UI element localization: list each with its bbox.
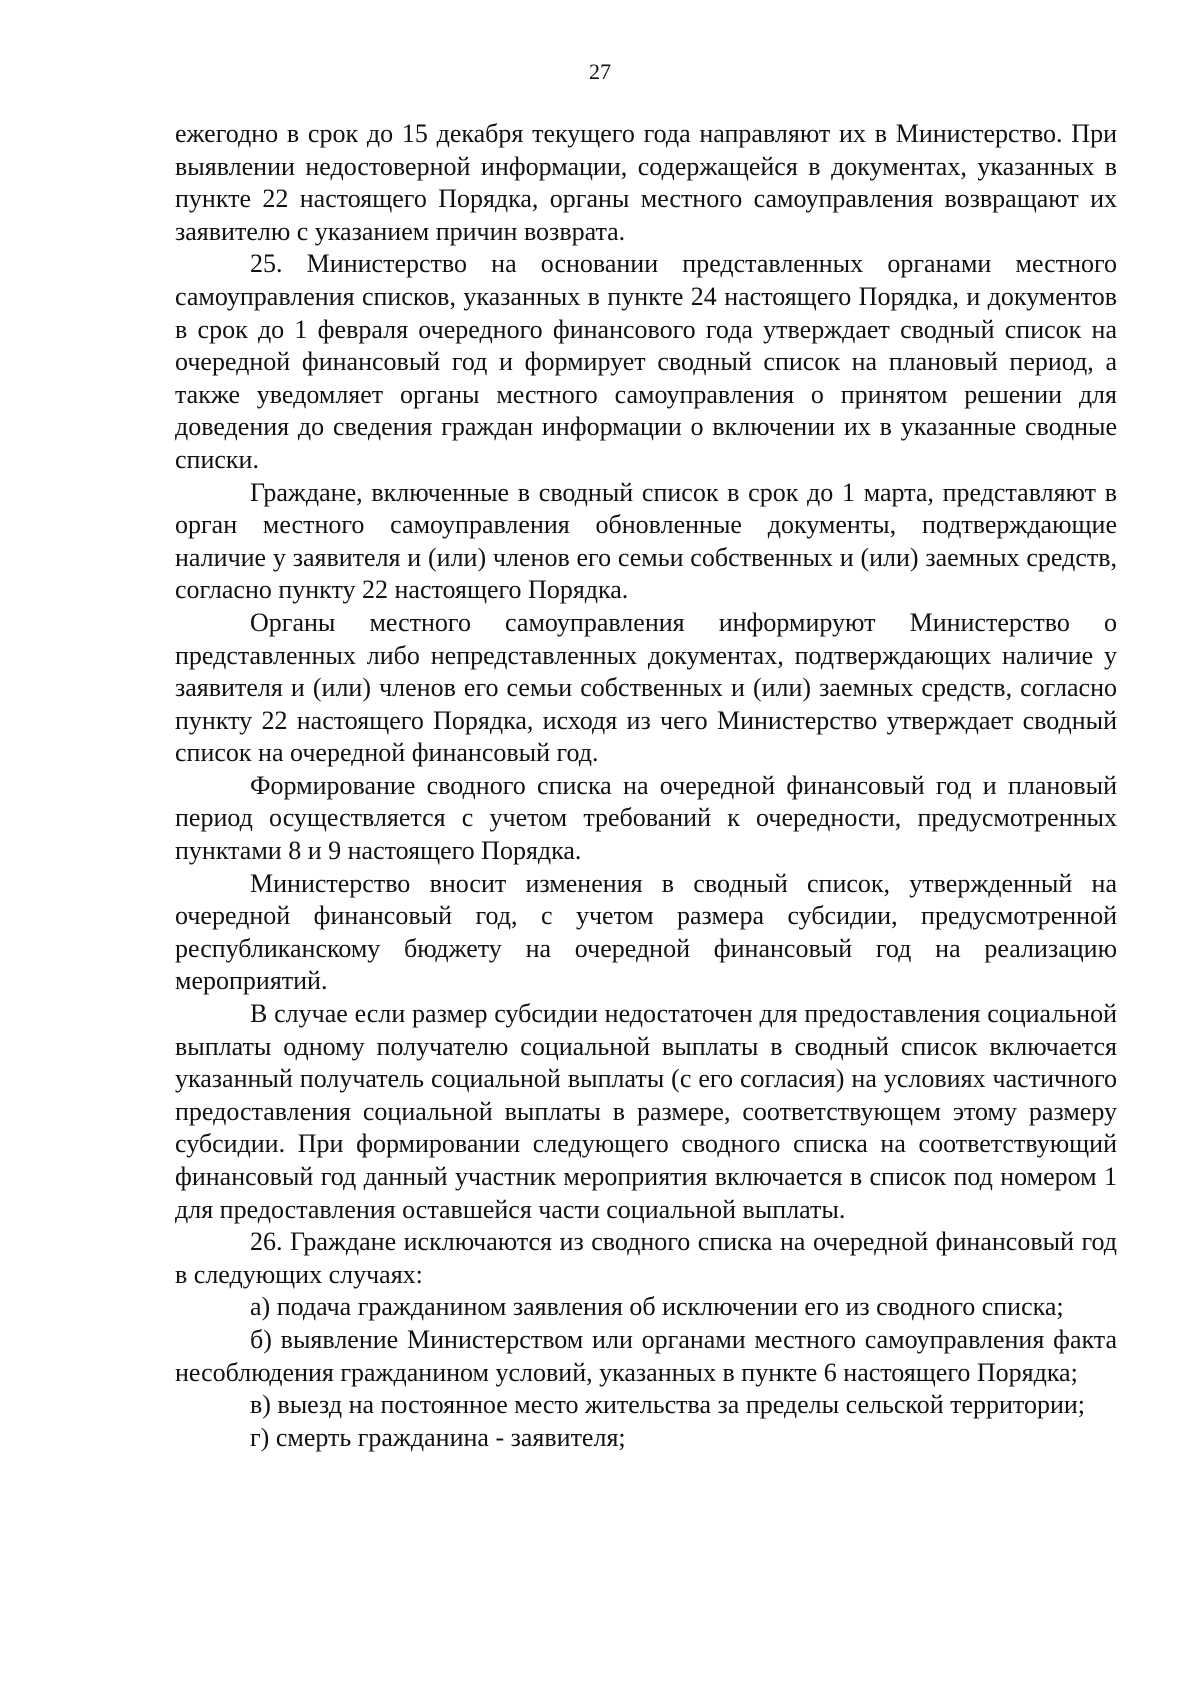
page-number: 27 xyxy=(589,59,611,84)
paragraph-citizens-update-documents: Граждане, включенные в сводный список в срок до 1 марта, представляют в орган местного самоуправления обновленные документы, подтверждающие наличие у заявителя и (или) членов его семьи собственных и (или) заемных средств, согласно пункту 22 настоящего Порядка. xyxy=(175,477,1117,605)
paragraph-insufficient-subsidy: В случае если размер субсидии недостаточен для предоставления социальной выплаты одному получателю социальной выплаты в сводный список включается указанный получатель социальной выплаты (с его согласия) на условиях частичного предоставления социальной выплаты в размере, соответствующем этому размеру субсидии. При формировании следующего сводного списка на соответствующий финансовый год данный участник мероприятия включается в список под номером 1 для предоставления оставшейся части социальной выплаты. xyxy=(175,999,1117,1224)
paragraph-item-26: 26. Граждане исключаются из сводного списка на очередной финансовый год в следующих случаях: xyxy=(175,1227,1117,1289)
document-body xyxy=(175,118,1117,1454)
paragraph-item-25: 25. Министерство на основании представленных органами местного самоуправления списков, указанных в пункте 24 настоящего Порядка, и документов в срок до 1 февраля очередного финансового года утверждает сводный список на очередной финансовый год и формирует сводный список на плановый период, а также уведомляет органы местного самоуправления о принятом решении для доведения до сведения граждан информации о включении их в указанные сводные списки. xyxy=(175,249,1117,474)
list-item-a: а) подача гражданином заявления об исключении его из сводного списка; xyxy=(250,1292,1064,1322)
list-item-v: в) выезд на постоянное место жительства за пределы сельской территории; xyxy=(250,1390,1085,1420)
list-item-b: б) выявление Министерством или органами местного самоуправления факта несоблюдения гражданином условий, указанных в пункте 6 настоящего Порядка; xyxy=(175,1324,1117,1387)
paragraph-local-authorities-inform: Органы местного самоуправления информируют Министерство о представленных либо непредставленных документах, подтверждающих наличие у заявителя и (или) членов его семьи собственных и (или) заемных средств, согласно пункту 22 настоящего Порядка, исходя из чего Министерство утверждает сводный список на очередной финансовый год. xyxy=(175,607,1117,768)
paragraph-list-formation: Формирование сводного списка на очередной финансовый год и плановый период осуществляется с учетом требований к очередности, предусмотренных пунктами 8 и 9 настоящего Порядка. xyxy=(175,770,1117,866)
list-item-g: г) смерть гражданина - заявителя; xyxy=(250,1422,626,1452)
paragraph-intro-continuation: ежегодно в срок до 15 декабря текущего года направляют их в Министерство. При выявлении недостоверной информации, содержащейся в документах, указанных в пункте 22 настоящего Порядка, органы местного самоуправления возвращают их заявителю с указанием причин возврата. xyxy=(175,119,1117,246)
paragraph-ministry-changes: Министерство вносит изменения в сводный список, утвержденный на очередной финансовый год, с учетом размера субсидии, предусмотренной республиканскому бюджету на очередной финансовый год на реализацию мероприятий. xyxy=(175,868,1117,996)
